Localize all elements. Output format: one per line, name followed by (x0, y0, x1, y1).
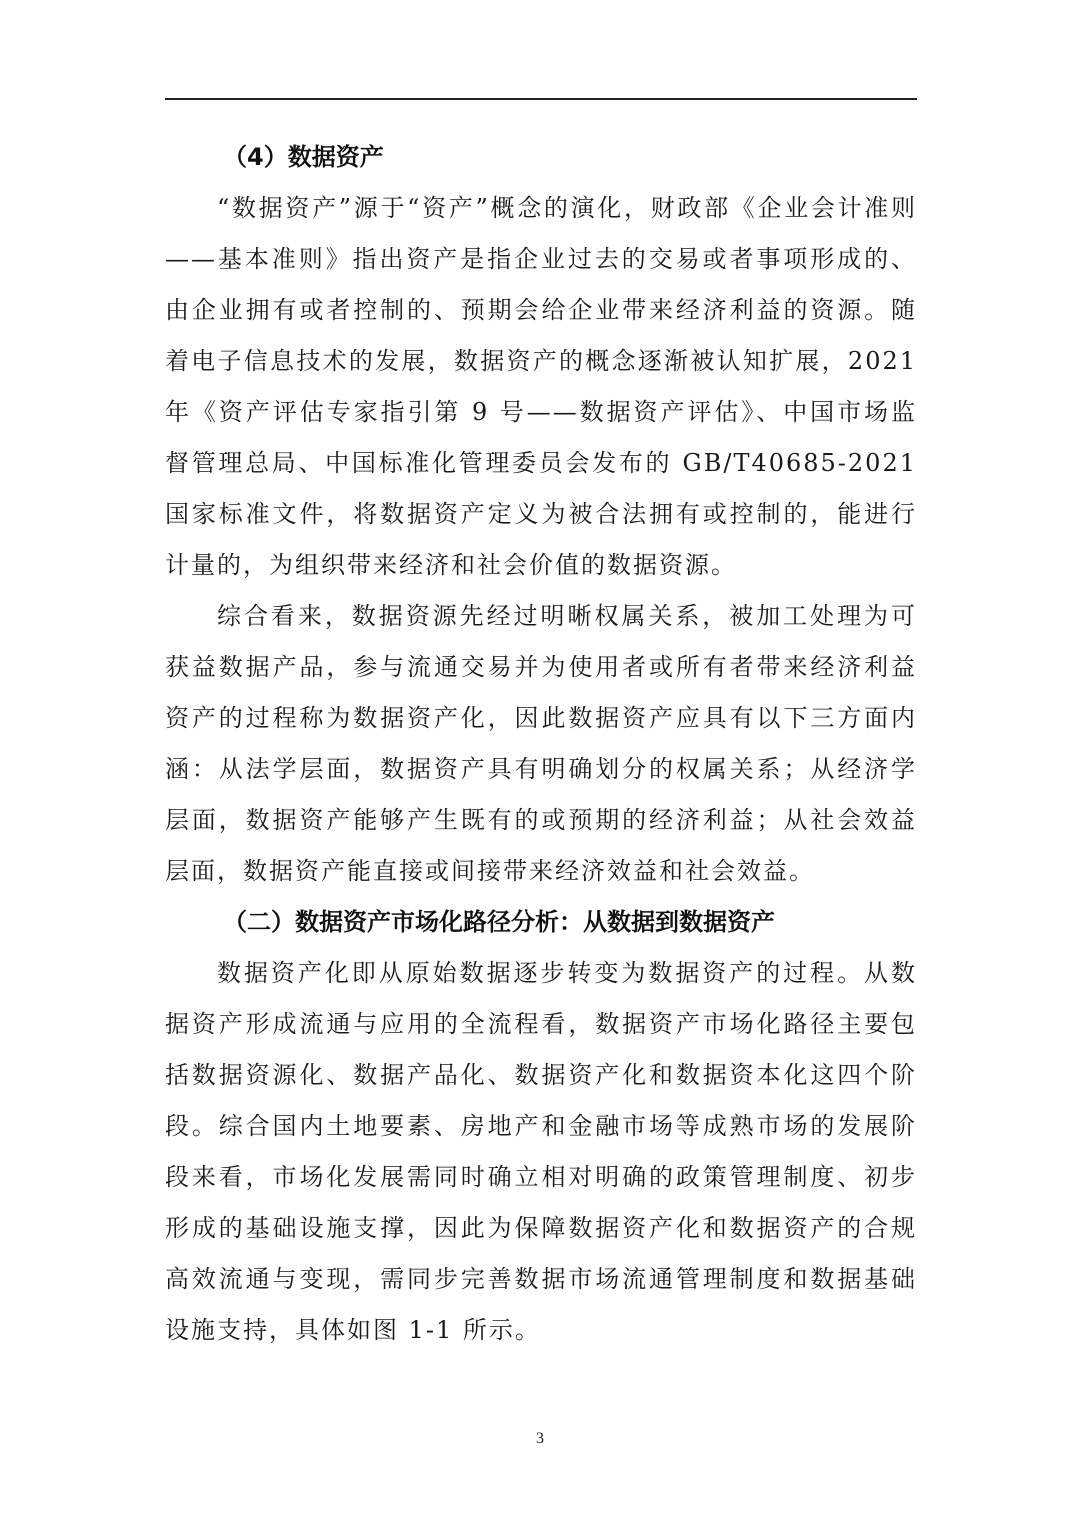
header-rule (165, 98, 917, 100)
section-heading-data-asset: （4）数据资产 (223, 143, 384, 171)
paragraph-data-asset-connotation: 综合看来，数据资源先经过明晰权属关系，被加工处理为可获益数据产品，参与流通交易并为使用者或所有者带来经济利益资产的过程称为数据资产化，因此数据资产应具有以下三方面内涵：从法学层面，数据资产具有明确划分的权属关系；从经济学层面，数据资产能够产生既有的或预期的经济利益；从社会效益层面，数据资产能直接或间接带来经济效益和社会效益。 (165, 602, 917, 885)
paragraph-data-asset-definition: “数据资产”源于“资产”概念的演化，财政部《企业会计准则——基本准则》指出资产是指企业过去的交易或者事项形成的、由企业拥有或者控制的、预期会给企业带来经济利益的资源。随着电子信息技术的发展，数据资产的概念逐渐被认知扩展，2021 年《资产评估专家指引第 9 号——数据资产评估》、中国市场监督管理总局、中国标准化管理委员会发布的 GB/T40685-2021 国家标准文件，将数据资产定义为被合法拥有或控制的，能进行计量的，为组织带来经济和社会价值的数据资源。 (165, 194, 917, 579)
document-body (165, 132, 917, 1356)
section-heading-market-path: （二）数据资产市场化路径分析：从数据到数据资产 (223, 908, 775, 936)
paragraph-market-path: 数据资产化即从原始数据逐步转变为数据资产的过程。从数据资产形成流通与应用的全流程看，数据资产市场化路径主要包括数据资源化、数据产品化、数据资产化和数据资本化这四个阶段。综合国内土地要素、房地产和金融市场等成熟市场的发展阶段来看，市场化发展需同时确立相对明确的政策管理制度、初步形成的基础设施支撑，因此为保障数据资产化和数据资产的合规高效流通与变现，需同步完善数据市场流通管理制度和数据基础设施支持，具体如图 1-1 所示。 (165, 959, 917, 1344)
page-number: 3 (536, 1430, 544, 1447)
